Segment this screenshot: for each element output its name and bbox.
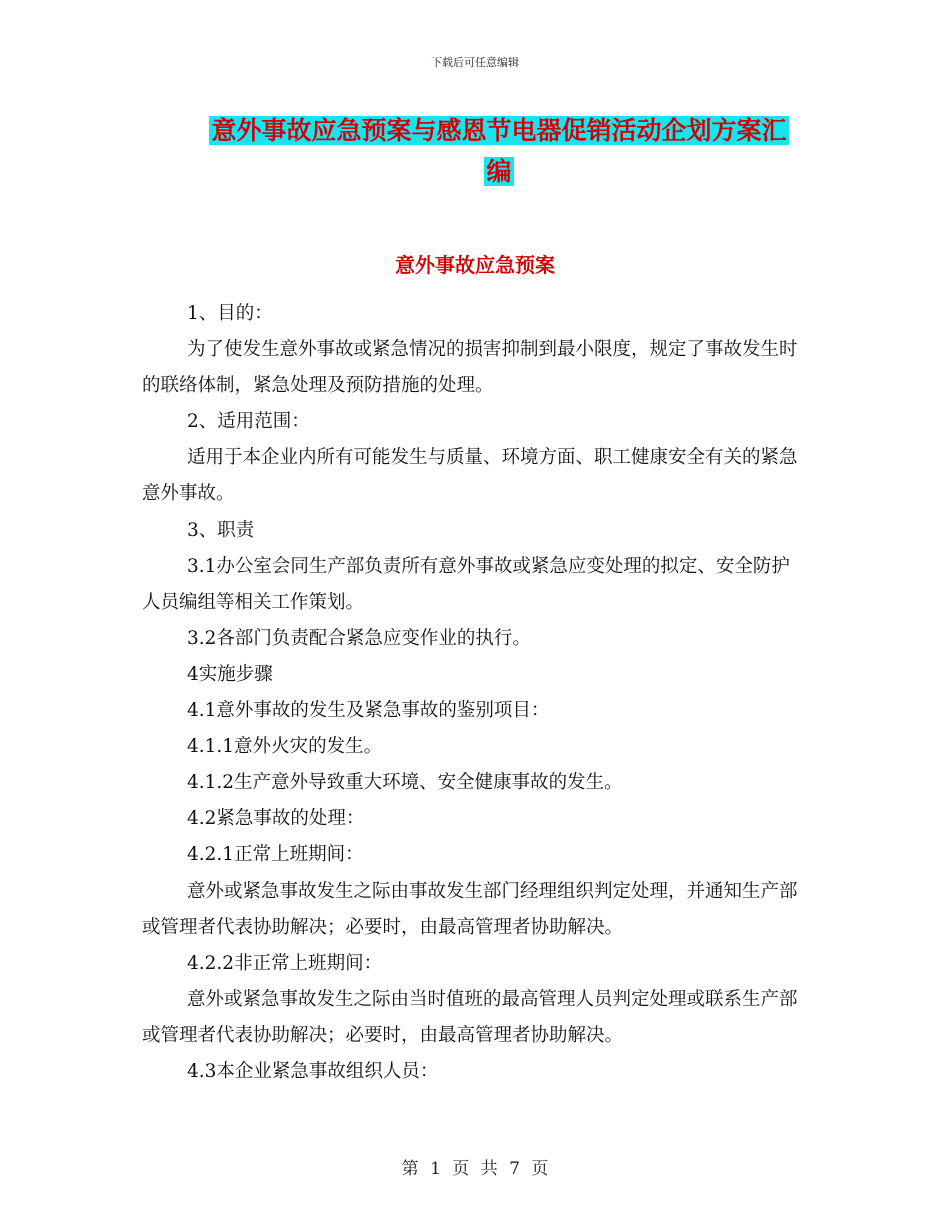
paragraph-step-4-1: 4.1意外事故的发生及紧急事故的鉴别项目： bbox=[187, 700, 550, 722]
paragraph-scope-heading: 2、适用范围： bbox=[187, 411, 310, 433]
document-title bbox=[193, 110, 805, 192]
paragraph-duty-3-2: 3.2各部门负责配合紧急应变作业的执行。 bbox=[187, 627, 531, 649]
header-note: 下载后可任意编辑 bbox=[431, 56, 519, 69]
paragraph-steps-heading: 4实施步骤 bbox=[187, 663, 273, 685]
paragraph-step-4-1-1: 4.1.1意外火灾的发生。 bbox=[187, 736, 383, 758]
page-number-footer: 第 1 页 共 7 页 bbox=[401, 1159, 549, 1179]
paragraph-scope: 适用于本企业内所有可能发生与质量、环境方面、职工健康安全有关的紧急意外事故。 bbox=[142, 447, 798, 505]
paragraph-purpose-heading: 1、目的： bbox=[187, 303, 273, 324]
document-title-line-1: 意外事故应急预案与感恩节电器促销活动企划方案汇 bbox=[211, 116, 787, 145]
paragraph-step-4-2-2-body: 意外或紧急事故发生之际由当时值班的最高管理人员判定处理或联系生产部或管理者代表协助解决；必要时，由最高管理者协助解决。 bbox=[142, 988, 798, 1046]
paragraph-step-4-2-2: 4.2.2非正常上班期间： bbox=[187, 952, 383, 974]
document-title-line-2: 编 bbox=[486, 157, 512, 186]
section-title: 意外事故应急预案 bbox=[395, 253, 555, 277]
paragraph-step-4-2-1-body: 意外或紧急事故发生之际由事故发生部门经理组织判定处理，并通知生产部或管理者代表协助解决；必要时，由最高管理者协助解决。 bbox=[142, 880, 798, 938]
paragraph-duty-3-1: 3.1办公室会同生产部负责所有意外事故或紧急应变处理的拟定、安全防护人员编组等相关工作策划。 bbox=[142, 555, 790, 613]
document-body bbox=[142, 296, 802, 1090]
paragraph-duties-heading: 3、职责 bbox=[187, 519, 255, 541]
paragraph-step-4-2: 4.2紧急事故的处理： bbox=[187, 808, 365, 830]
paragraph-step-4-1-2: 4.1.2生产意外导致重大环境、安全健康事故的发生。 bbox=[187, 772, 623, 794]
paragraph-step-4-2-1: 4.2.1正常上班期间： bbox=[187, 844, 364, 866]
paragraph-purpose: 为了使发生意外事故或紧急情况的损害抑制到最小限度，规定了事故发生时的联络体制，紧急处理及预防措施的处理。 bbox=[142, 339, 798, 397]
paragraph-step-4-3: 4.3本企业紧急事故组织人员： bbox=[187, 1060, 439, 1082]
